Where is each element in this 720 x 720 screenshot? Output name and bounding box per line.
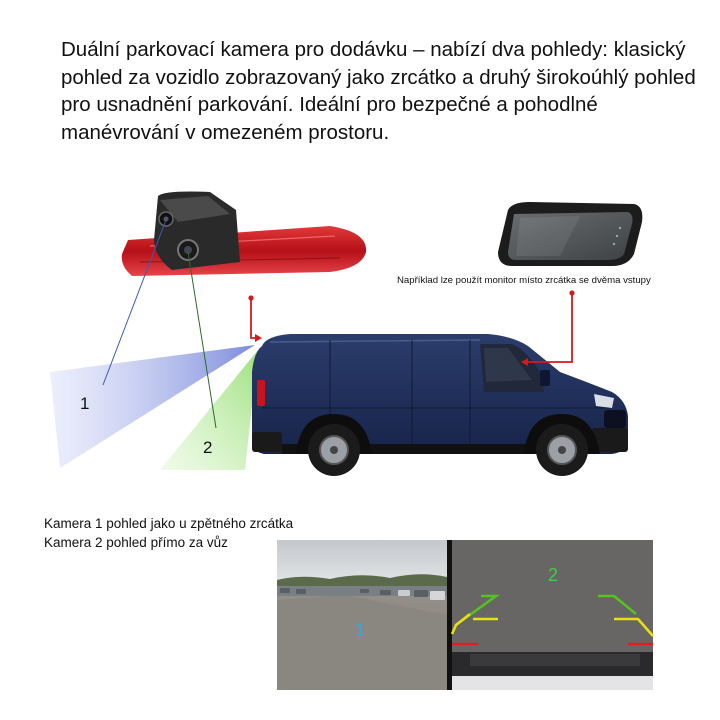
view-1-number: 1 bbox=[355, 620, 366, 640]
camera-1-label: 1 bbox=[80, 394, 90, 413]
caption-camera-1: Kamera 1 pohled jako u zpětného zrcátka bbox=[44, 516, 294, 531]
view-2-number: 2 bbox=[548, 565, 559, 585]
monitor-image bbox=[498, 202, 642, 266]
camera-views-photo bbox=[277, 540, 653, 690]
caption-camera-2: Kamera 2 pohled přímo za vůz bbox=[44, 535, 228, 550]
camera-2-leader bbox=[188, 252, 216, 428]
brake-light-camera bbox=[122, 192, 366, 277]
red-pointer-camera bbox=[248, 295, 262, 342]
monitor-note: Například lze použít monitor místo zrcátka se dvěma vstupy bbox=[397, 275, 651, 286]
camera-2-label: 2 bbox=[203, 438, 213, 457]
description-text: Duální parkovací kamera pro dodávku – nabízí dva pohledy: klasický pohled za vozidlo zobrazovaný jako zrcátko a druhý širokoúhlý pohled pro usnadnění parkování. Ideální pro bezpečné a pohodlné manévrování v omezeném prostoru. bbox=[61, 38, 696, 144]
